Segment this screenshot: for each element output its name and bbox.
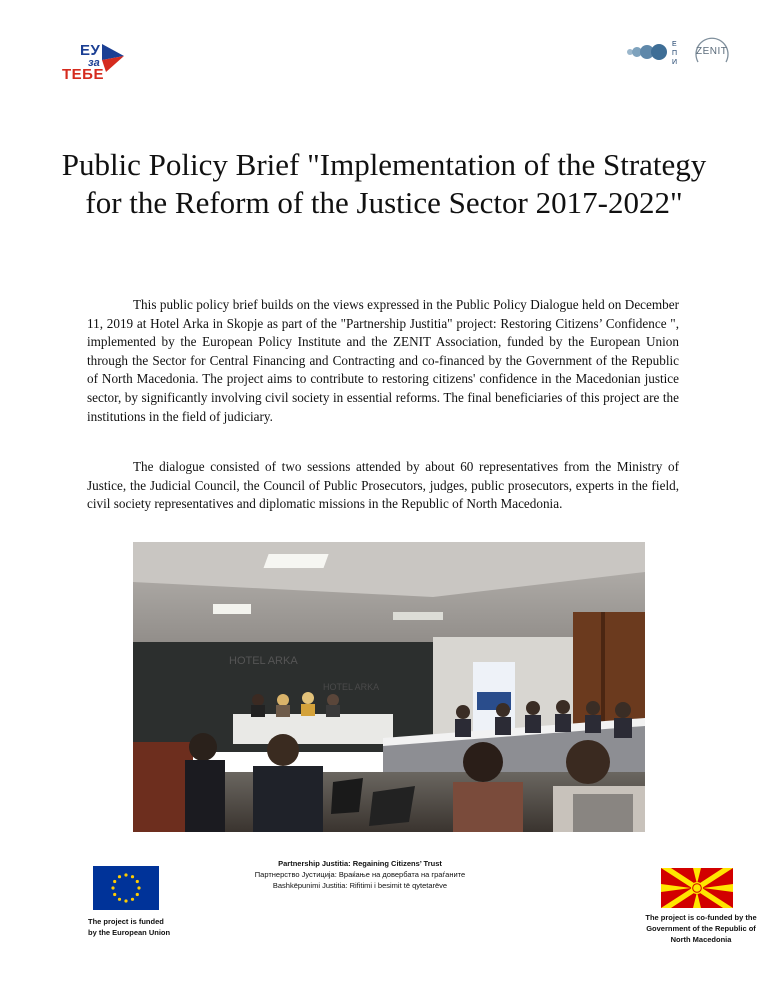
epi-zenit-logos [622,30,737,80]
intro-paragraph: This public policy brief builds on the views expressed in the Public Policy Dialogue held on December 11, 2019 at Hotel Arka in Skopje as part of the "Partnership Justitia" project: Restoring Citizens’ Confidence ", implemented by the European Policy Institute and the ZENIT Association, funded by the European Union through the Sector for Central Financing and Contracting and co-financed by the Government of the Republic of North Macedonia. The project aims to contribute to restoring citizens' confidence in the Macedonian justice sector, by significantly involving civil society in essential reforms. The final beneficiaries of this project are the institutions in the field of judiciary. [87,297,679,424]
conference-photo [133,542,645,832]
mk-note-line-1: The project is co-funded by the [645,913,757,922]
eu-flag [93,866,159,910]
document-title: Public Policy Brief "Implementation of the Strategy for the Reform of the Justice Sector 2017-2022" [61,147,707,220]
logo-eu-text: ЕУ [80,42,101,59]
epi-logo-icon [622,34,692,74]
mk-note-line-3: North Macedonia [670,935,732,944]
eu-funding-note [88,916,198,938]
logo-tebe-text: ТЕБЕ [62,66,104,83]
project-name-block [210,858,510,891]
project-name-sq: Bashkëpunimi Justitia: Rifitimi i besimit të qytetarëve [272,881,448,890]
logo-arrow-icon [102,44,126,74]
logo-za-text: за [88,57,100,69]
eu-za-tebe-logo [58,40,128,82]
mk-cofunding-note [638,912,764,945]
project-name-en: Partnership Justitia: Regaining Citizens’ Trust [278,859,442,868]
svg-text:И: И [672,59,678,66]
north-macedonia-flag [661,868,733,908]
wall-text-2: HOTEL ARKA [323,682,380,692]
zenit-logo-text: ZENIT [696,46,728,57]
project-name-mk: Партнерство Јустиција: Враќање на довербата на граѓаните [254,870,466,879]
eu-note-line-1: The project is funded [88,917,164,926]
dialogue-paragraph: The dialogue consisted of two sessions attended by about 60 representatives from the Ministry of Justice, the Judicial Council, the Council of Public Prosecutors, judges, public prosecutors, experts in the field, civil society representatives and diplomatic missions in the Republic of North Macedonia. [87,459,679,512]
svg-text:П: П [672,50,678,57]
wall-text: HOTEL ARKA [229,655,298,667]
eu-note-line-2: by the European Union [88,928,171,937]
svg-text:Е: Е [672,41,677,48]
mk-note-line-2: Government of the Republic of [646,924,756,933]
